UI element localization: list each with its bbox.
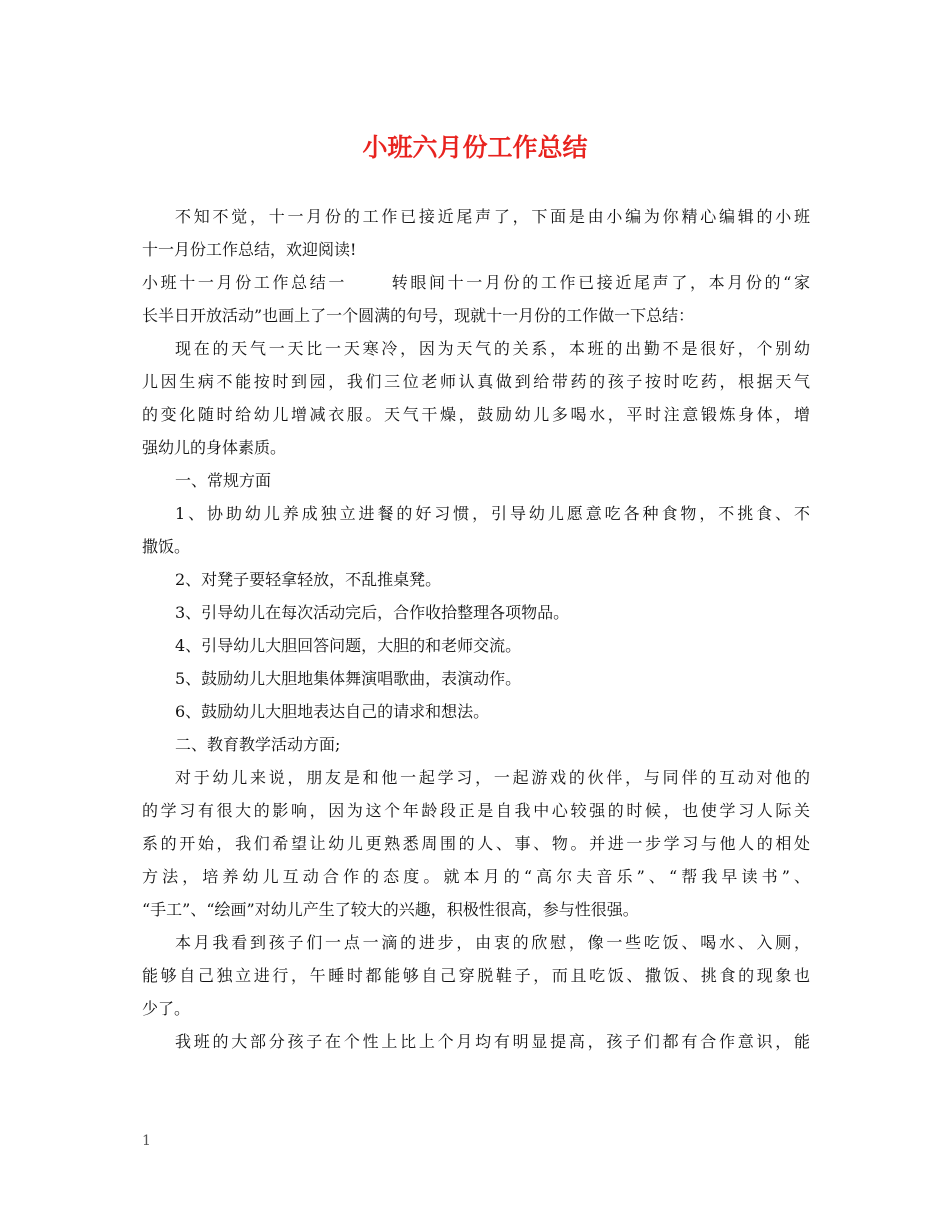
list-item: 3、引导幼儿在每次活动完后，合作收拾整理各项物品。 (175, 603, 570, 622)
paragraph-line: 强幼儿的身体素质。 (142, 438, 287, 457)
section-heading: 小班十一月份工作总结一 (142, 273, 348, 292)
paragraph-line: 不知不觉，十一月份的工作已接近尾声了，下面是由小编为你精心编辑的小班 (175, 207, 810, 226)
paragraph-line: 现在的天气一天比一天寒冷，因为天气的关系，本班的出勤不是很好，个别幼 (175, 339, 810, 358)
paragraph-line: 的学习有很大的影响，因为这个年龄段正是自我中心较强的时候，也使学习人际关 (142, 801, 810, 820)
paragraph-line: 本月我看到孩子们一点一滴的进步，由衷的欣慰，像一些吃饭、喝水、入厕， (175, 933, 810, 952)
paragraph-text: 转眼间十一月份的工作已接近尾声了，本月份的“家 (389, 273, 810, 292)
section-heading: 一、常规方面 (175, 471, 272, 490)
document-body (142, 200, 810, 1058)
document-title: 小班六月份工作总结 (362, 133, 588, 162)
section-heading: 二、教育教学活动方面; (175, 735, 341, 754)
paragraph-line: 我班的大部分孩子在个性上比上个月均有明显提高，孩子们都有合作意识，能 (175, 1032, 810, 1051)
paragraph-line: 方法，培养幼儿互动合作的态度。就本月的“高尔夫音乐”、“帮我早读书”、 (142, 867, 810, 886)
list-item: 6、鼓励幼儿大胆地表达自己的请求和想法。 (175, 702, 490, 721)
paragraph-line (142, 266, 810, 299)
paragraph-line: 儿因生病不能按时到园，我们三位老师认真做到给带药的孩子按时吃药，根据天气 (142, 372, 810, 391)
paragraph-line: 能够自己独立进行，午睡时都能够自己穿脱鞋子，而且吃饭、撒饭、挑食的现象也 (142, 966, 810, 985)
list-item: 2、对凳子要轻拿轻放，不乱推桌凳。 (175, 570, 442, 589)
page-number: 1 (142, 1133, 151, 1149)
paragraph-line: 长半日开放活动”也画上了一个圆满的句号，现就十一月份的工作做一下总结： (142, 306, 695, 325)
list-item: 1、协助幼儿养成独立进餐的好习惯，引导幼儿愿意吃各种食物，不挑食、不 (175, 504, 810, 523)
paragraph-line: 的变化随时给幼儿增减衣服。天气干燥，鼓励幼儿多喝水，平时注意锻炼身体，增 (142, 405, 810, 424)
list-item: 4、引导幼儿大胆回答问题，大胆的和老师交流。 (175, 636, 522, 655)
list-item: 5、鼓励幼儿大胆地集体舞演唱歌曲，表演动作。 (175, 669, 522, 688)
paragraph-line: 十一月份工作总结，欢迎阅读! (142, 240, 357, 259)
paragraph-line: 撒饭。 (142, 537, 191, 556)
paragraph-line: 对于幼儿来说，朋友是和他一起学习，一起游戏的伙伴，与同伴的互动对他的 (175, 768, 810, 787)
paragraph-line: “手工”、“绘画”对幼儿产生了较大的兴趣，积极性很高，参与性很强。 (142, 900, 639, 919)
paragraph-line: 系的开始，我们希望让幼儿更熟悉周围的人、事、物。并进一步学习与他人的相处 (142, 834, 810, 853)
paragraph-line: 少了。 (142, 999, 191, 1018)
